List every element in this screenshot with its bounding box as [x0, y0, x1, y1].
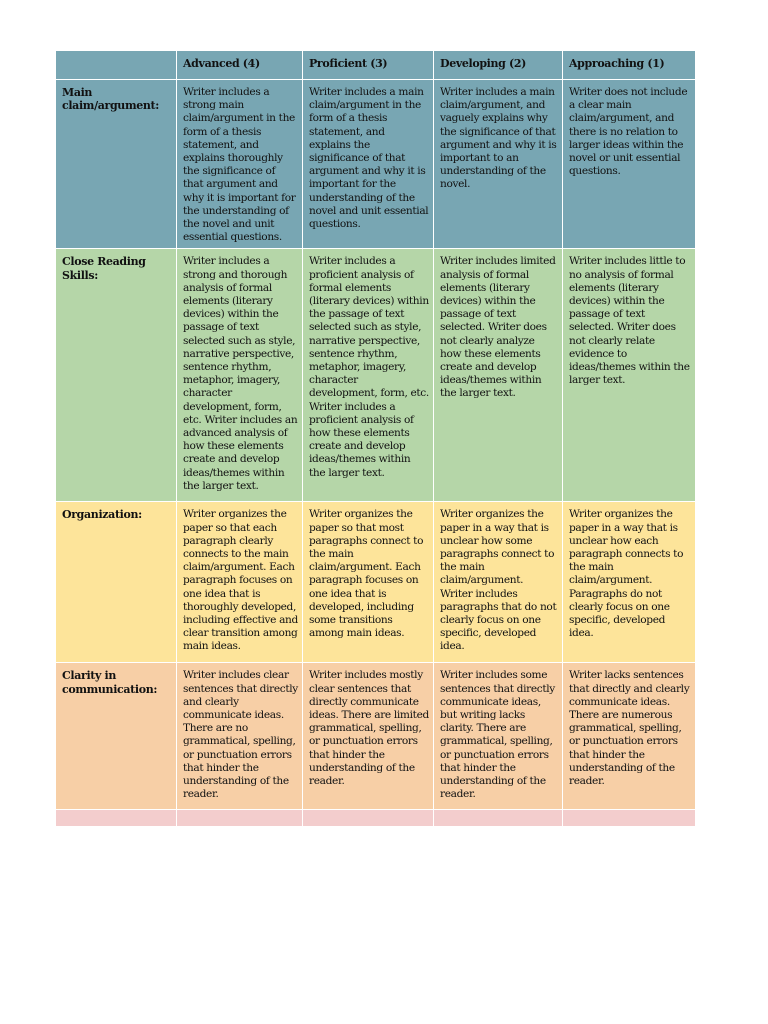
empty-cell [303, 810, 434, 827]
empty-cell [177, 810, 303, 827]
cell-main-claim-proficient: Writer includes a main claim/argument in the form of a thesis statement, and explains the significance of that argument and why it is important for the understanding of the novel and unit essential questions. [303, 80, 434, 249]
cell-clarity-approaching: Writer lacks sentences that directly and clearly communicate ideas. There are numerous grammatical, spelling, or punctuation errors that hinder the understanding of the reader. [563, 663, 696, 810]
row-close-reading [56, 249, 696, 502]
row-organization [56, 502, 696, 663]
cell-close-reading-proficient: Writer includes a proficient analysis of formal elements (literary devices) within the passage of text selected such as style, narrative perspective, sentence rhythm, metaphor, imagery, character development, form, etc. Writer includes a proficient analysis of how these elements create and develop ideas/themes within the larger text. [303, 249, 434, 502]
header-corner-cell [56, 51, 177, 80]
row-clarity [56, 663, 696, 810]
cell-main-claim-approaching: Writer does not include a clear main claim/argument, and there is no relation to larger ideas within the novel or unit essential questions. [563, 80, 696, 249]
empty-cell [56, 810, 177, 827]
cell-clarity-proficient: Writer includes mostly clear sentences that directly communicate ideas. There are limited grammatical, spelling, or punctuation errors that hinder the understanding of the reader. [303, 663, 434, 810]
row-empty [56, 810, 696, 827]
cell-main-claim-developing: Writer includes a main claim/argument, and vaguely explains why the significance of that argument and why it is important to an understanding of the novel. [434, 80, 563, 249]
header-proficient: Proficient (3) [303, 51, 434, 80]
cell-close-reading-approaching: Writer includes little to no analysis of formal elements (literary devices) within the passage of text selected. Writer does not clearly relate evidence to ideas/themes within the larger text. [563, 249, 696, 502]
row-label-close-reading: Close Reading Skills: [56, 249, 177, 502]
row-main-claim [56, 80, 696, 249]
cell-close-reading-developing: Writer includes limited analysis of formal elements (literary devices) within the passage of text selected. Writer does not clearly analyze how these elements create and develop ideas/themes within the larger text. [434, 249, 563, 502]
row-label-clarity: Clarity in communication: [56, 663, 177, 810]
cell-main-claim-advanced: Writer includes a strong main claim/argument in the form of a thesis statement, and explains thoroughly the significance of that argument and why it is important for the understanding of the novel and unit essential questions. [177, 80, 303, 249]
empty-cell [563, 810, 696, 827]
cell-clarity-advanced: Writer includes clear sentences that directly and clearly communicate ideas. There are no grammatical, spelling, or punctuation errors that hinder the understanding of the reader. [177, 663, 303, 810]
cell-close-reading-advanced: Writer includes a strong and thorough analysis of formal elements (literary devices) within the passage of text selected such as style, narrative perspective, sentence rhythm, metaphor, imagery, character development, form, etc. Writer includes an advanced analysis of how these elements create and develop ideas/themes within the larger text. [177, 249, 303, 502]
row-label-organization: Organization: [56, 502, 177, 663]
row-label-main-claim: Main claim/argument: [56, 80, 177, 249]
cell-organization-approaching: Writer organizes the paper in a way that is unclear how each paragraph connects to the main claim/argument. Paragraphs do not clearly focus on one specific, developed idea. [563, 502, 696, 663]
cell-organization-proficient: Writer organizes the paper so that most paragraphs connect to the main claim/argument. Each paragraph focuses on one idea that is developed, including some transitions among main ideas. [303, 502, 434, 663]
empty-cell [434, 810, 563, 827]
header-advanced: Advanced (4) [177, 51, 303, 80]
cell-organization-advanced: Writer organizes the paper so that each paragraph clearly connects to the main claim/argument. Each paragraph focuses on one idea that is thoroughly developed, including effective and clear transition among main ideas. [177, 502, 303, 663]
cell-clarity-developing: Writer includes some sentences that directly communicate ideas, but writing lacks clarity. There are grammatical, spelling, or punctuation errors that hinder the understanding of the reader. [434, 663, 563, 810]
cell-organization-developing: Writer organizes the paper in a way that is unclear how some paragraphs connect to the main claim/argument. Writer includes paragraphs that do not clearly focus on one specific, developed idea. [434, 502, 563, 663]
header-developing: Developing (2) [434, 51, 563, 80]
header-approaching: Approaching (1) [563, 51, 696, 80]
header-row [56, 51, 696, 80]
rubric-table [55, 50, 696, 827]
